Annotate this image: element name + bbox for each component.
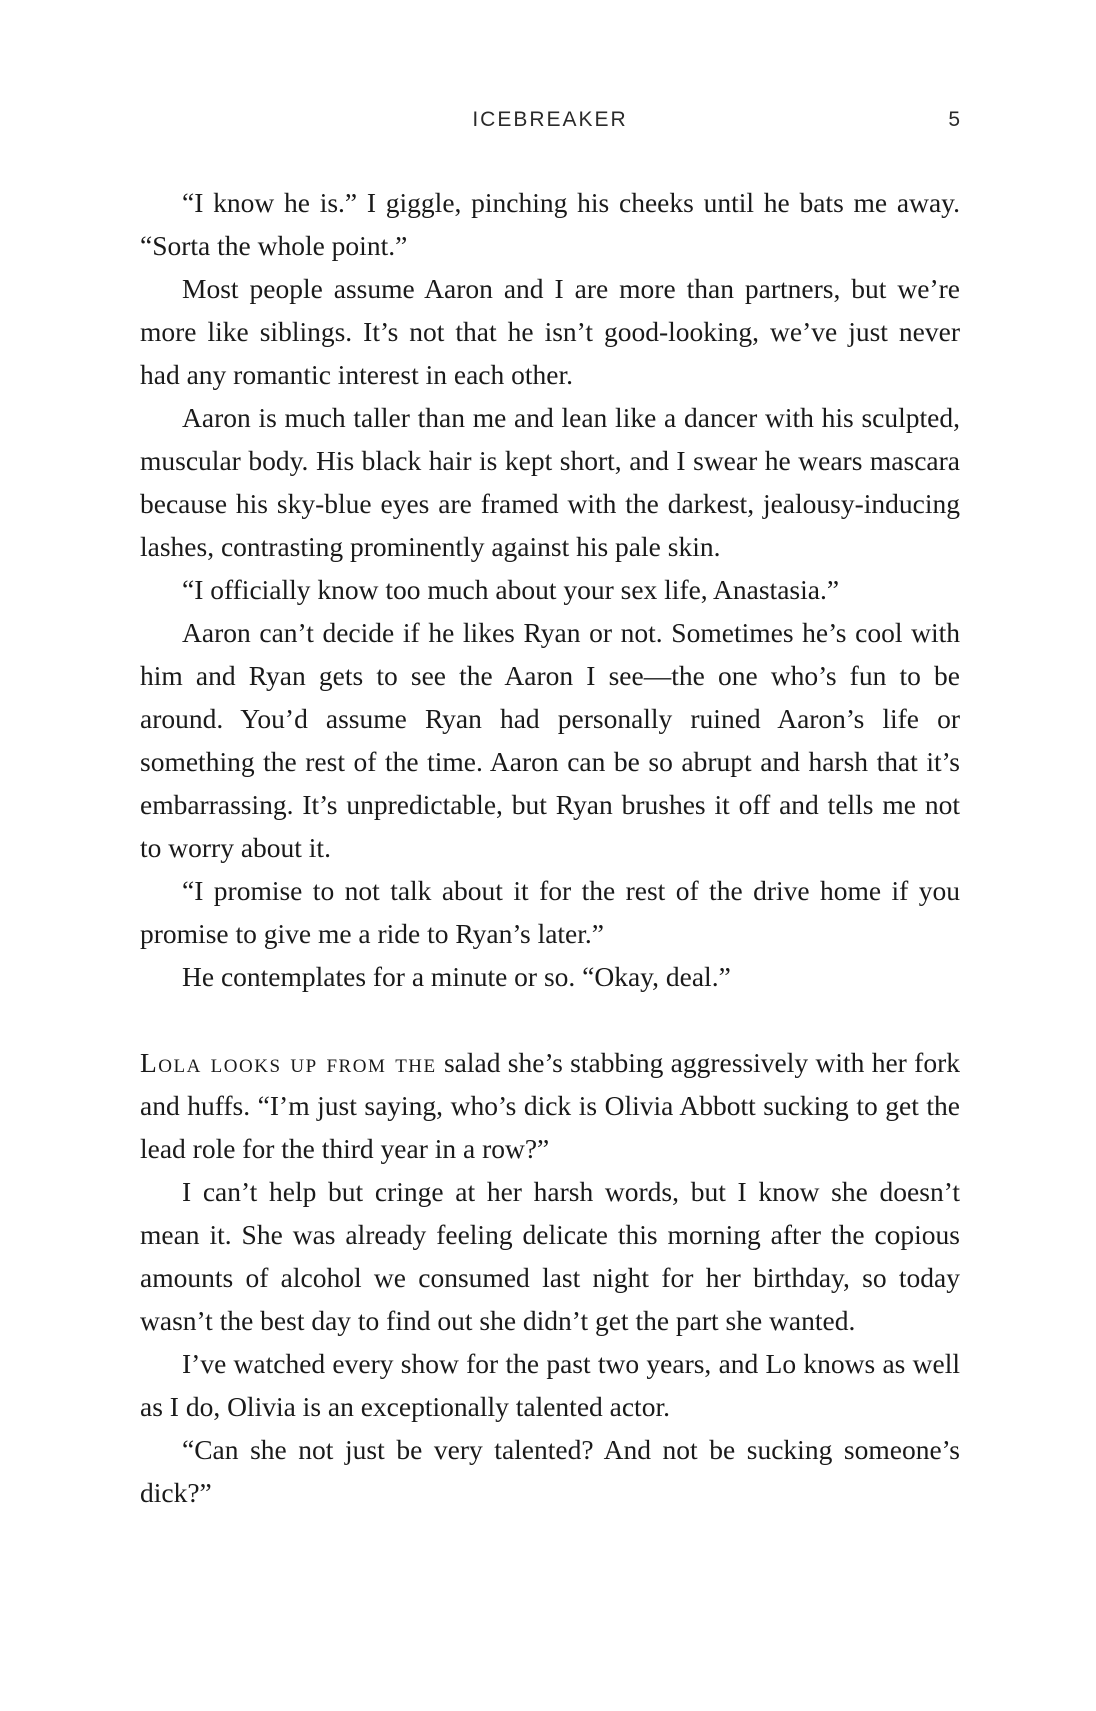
section-break	[140, 998, 960, 1041]
section-opening-paragraph	[140, 1041, 960, 1170]
paragraph: I’ve watched every show for the past two years, and Lo knows as well as I do, Olivia is an exceptionally talented actor.	[140, 1348, 960, 1422]
paragraph: “Can she not just be very talented? And not be sucking someone’s dick?”	[140, 1434, 960, 1508]
running-head-title: ICEBREAKER	[472, 108, 628, 131]
paragraph: I can’t help but cringe at her harsh words, but I know she doesn’t mean it. She was already feeling delicate this morning after the copious amounts of alcohol we consumed last night for her birthday, so today wasn’t the best day to find out she didn’t get the part she wanted.	[140, 1176, 960, 1336]
paragraph: “I know he is.” I giggle, pinching his cheeks until he bats me away. “Sorta the whole point.”	[140, 187, 960, 261]
body-text	[140, 181, 960, 1514]
paragraph: Aaron is much taller than me and lean like a dancer with his sculpted, muscular body. His black hair is kept short, and I swear he wears mascara because his sky-blue eyes are framed with the darkest, jealousy-inducing lashes, contrasting prominently against his pale skin.	[140, 402, 960, 562]
paragraph: Most people assume Aaron and I are more than partners, but we’re more like siblings. It’s not that he isn’t good-looking, we’ve just never had any romantic interest in each other.	[140, 273, 960, 390]
running-head	[140, 108, 960, 140]
small-caps-lead-in: Lola looks up from the	[140, 1047, 437, 1078]
paragraph: He contemplates for a minute or so. “Okay, deal.”	[182, 961, 731, 992]
paragraph: “I officially know too much about your sex life, Anastasia.”	[182, 574, 840, 605]
page-number: 5	[948, 108, 960, 131]
opening-paragraph-text: salad she’s stabbing aggressively with her fork and huffs. “I’m just saying, who’s dick is Olivia Abbott sucking to get the lead role for the third year in a row?”	[140, 1047, 960, 1164]
paragraph: “I promise to not talk about it for the rest of the drive home if you promise to give me a ride to Ryan’s later.”	[140, 875, 960, 949]
paragraph: Aaron can’t decide if he likes Ryan or not. Sometimes he’s cool with him and Ryan gets to see the Aaron I see—the one who’s fun to be around. You’d assume Ryan had personally ruined Aaron’s life or something the rest of the time. Aaron can be so abrupt and harsh that it’s embarrassing. It’s unpredictable, but Ryan brushes it off and tells me not to worry about it.	[140, 617, 960, 863]
